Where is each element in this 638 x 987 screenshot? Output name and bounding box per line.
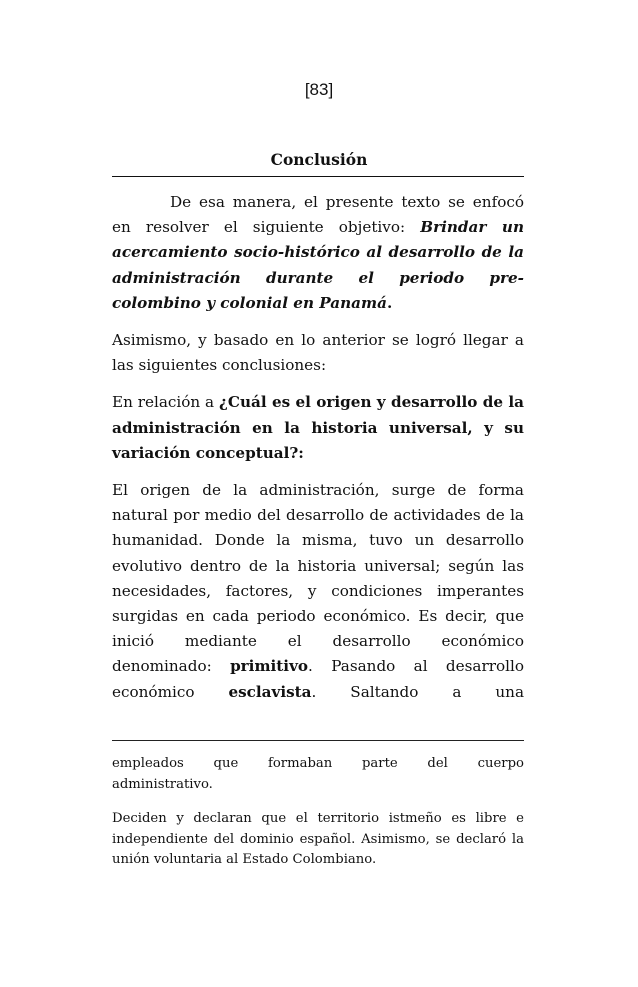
origin-text-2: . Pasando al desarrollo económico: [112, 657, 524, 701]
question-lead: En relación a: [112, 393, 219, 412]
footnote-continuation: [112, 754, 524, 795]
body-text: [112, 190, 524, 705]
question-text: ¿Cuál es el origen y desarrollo de la administración en la historia universal, y su variación conceptual?:: [112, 393, 524, 462]
footnote-line-1: empleados que formaban parte del cuerpo: [112, 756, 524, 771]
heading-rule: [112, 176, 524, 177]
paragraph-origin: [112, 478, 524, 705]
paragraph-conclusions-intro: Asimismo, y basado en lo anterior se logró llegar a las siguientes conclusiones:: [112, 331, 524, 375]
objective-statement: Brindar un acercamiento socio-histórico al desarrollo de la administración durante el periodo pre-colombino y colonial en Panamá: [112, 218, 524, 312]
objective-lead: De esa manera, el presente texto se enfocó en resolver el siguiente objetivo:: [112, 193, 524, 237]
footnote-rule: [112, 740, 524, 741]
origin-text-3: . Saltando a una: [311, 682, 524, 701]
footnotes: [112, 754, 524, 885]
origin-text-1: El origen de la administración, surge de forma natural por medio del desarrollo de actividades de la humanidad. Donde la misma, tuvo un desarrollo evolutivo dentro de la historia universal; según las necesidades, factores, y condiciones imperantes surgidas en cada periodo económico. Es decir, que inició mediante el desarrollo económico denominado:: [112, 481, 524, 676]
footnote-line-2: administrativo.: [112, 776, 213, 792]
section-heading: Conclusión: [270, 150, 368, 169]
objective-period: .: [386, 293, 393, 312]
term-primitivo: primitivo: [230, 657, 309, 676]
paragraph-objective: [112, 190, 524, 316]
page-number: [83]: [304, 80, 334, 99]
paragraph-question: [112, 390, 524, 466]
footnote-independence: Deciden y declaran que el territorio istmeño es libre e independiente del dominio español. Asimismo, se declaró la unión voluntaria al Estado Colombiano.: [112, 811, 524, 867]
term-esclavista: esclavista: [228, 682, 312, 701]
